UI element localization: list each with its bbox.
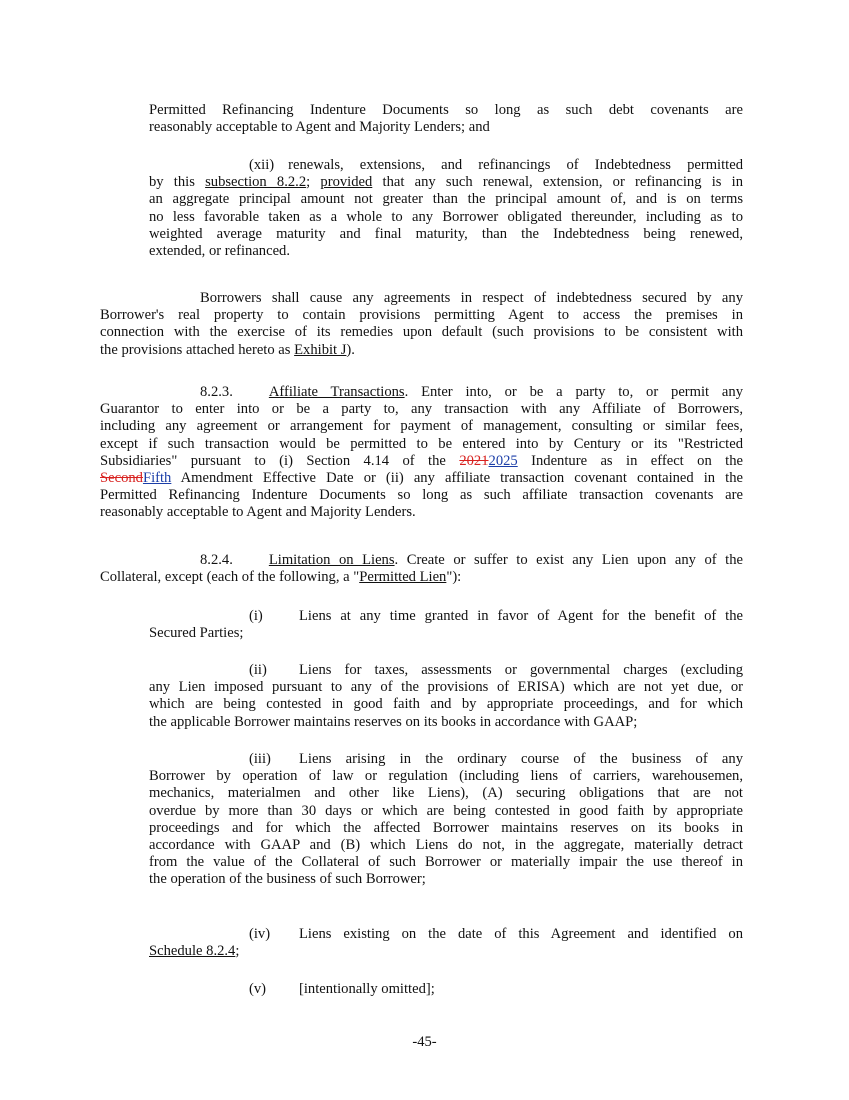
item-number: (ii) <box>249 662 267 678</box>
text-line: Secured Parties; <box>149 625 244 642</box>
text-line <box>149 608 743 625</box>
text-line: an aggregate principal amount not greater than the principal amount of, and is on terms <box>149 191 743 208</box>
text-line: reasonably acceptable to Agent and Majority Lenders; and <box>149 119 490 136</box>
exhibit-j-link[interactable]: Exhibit J <box>294 341 347 358</box>
clause-text: renewals, extensions, and refinancings of Indebtedness permitted <box>288 157 743 173</box>
section-8-2-4 <box>100 552 743 586</box>
text-line: extended, or refinanced. <box>149 243 290 260</box>
deleted-text: 2021 <box>459 452 489 469</box>
text-line <box>100 569 743 586</box>
paragraph-text: Borrowers shall cause any agreements in respect of indebtedness secured by any <box>200 290 743 306</box>
punctuation: ). <box>346 341 355 358</box>
item-text: Liens existing on the date of this Agreement and identified on <box>299 926 743 942</box>
section-title: Limitation on Liens <box>268 552 395 568</box>
inserted-text: Fifth <box>142 470 172 487</box>
provided-term: provided <box>320 174 373 191</box>
item-number: (v) <box>249 981 267 997</box>
item-text: Liens at any time granted in favor of Agent for the benefit of the <box>299 608 743 624</box>
subsection-reference-link[interactable]: subsection 8.2.2 <box>205 174 307 191</box>
punctuation: ; <box>306 174 311 191</box>
text-line <box>100 342 743 359</box>
item-number: (iv) <box>249 926 271 942</box>
text-line <box>149 157 743 174</box>
page-number: -45- <box>412 1034 437 1050</box>
text-line: Permitted Refinancing Indenture Documents so long as such affiliate transaction covenants are <box>100 487 743 504</box>
text-line: the operation of the business of such Borrower; <box>149 871 426 888</box>
section-title: Affiliate Transactions <box>268 384 405 400</box>
text-line: which are being contested in good faith and by appropriate proceedings, and for which <box>149 696 743 713</box>
text-line <box>149 662 743 679</box>
text-line: any Lien imposed pursuant to any of the provisions of ERISA) which are not yet due, or <box>149 679 743 696</box>
text-line <box>149 943 743 960</box>
section-text: . Create or suffer to exist any Lien upon any of the <box>394 552 743 568</box>
text-line <box>100 470 743 487</box>
clause-number: (xii) <box>249 157 275 173</box>
text-line: including any agreement or arrangement for payment of management, consulting or similar fees, <box>100 418 743 435</box>
text-line <box>149 926 743 943</box>
text-line: accordance with GAAP and (B) which Liens do not, in the aggregate, materially detract <box>149 837 743 854</box>
text-line <box>100 453 743 470</box>
item-number: (i) <box>249 608 263 624</box>
text-line: Permitted Refinancing Indenture Documents so long as such debt covenants are <box>149 102 743 118</box>
paragraph-borrowers <box>100 290 743 359</box>
section-text: . Enter into, or be a party to, or permit any <box>404 384 743 400</box>
lien-item-iv <box>149 926 743 960</box>
text-line: connection with the exercise of its remedies upon default (such provisions to be consistent with <box>100 324 743 341</box>
text-line <box>100 552 743 569</box>
inserted-text: 2025 <box>488 452 518 469</box>
section-8-2-3 <box>100 384 743 522</box>
lien-item-v <box>149 981 743 998</box>
section-text: Subsidiaries" pursuant to (i) Section 4.14 of the <box>100 452 446 469</box>
paragraph-continuation <box>149 102 743 136</box>
text-line <box>100 384 743 401</box>
section-text: Collateral, except (each of the following, a " <box>100 569 360 586</box>
text-line: mechanics, materialmen and other like Liens), (A) securing obligations that are not <box>149 785 743 802</box>
permitted-lien-term: Permitted Lien <box>359 569 447 586</box>
item-text: [intentionally omitted]; <box>299 981 435 997</box>
deleted-text: Second <box>100 470 143 487</box>
text-line: from the value of the Collateral of such Borrower or materially impair the use thereof in <box>149 854 743 871</box>
item-text: Liens arising in the ordinary course of the business of any <box>299 751 743 767</box>
punctuation: "): <box>446 569 462 586</box>
text-line <box>149 981 743 998</box>
paragraph-text: the provisions attached hereto as <box>100 341 291 358</box>
schedule-8-2-4-link[interactable]: Schedule 8.2.4 <box>149 943 236 960</box>
text-line <box>149 751 743 768</box>
item-number: (iii) <box>249 751 271 767</box>
text-line: reasonably acceptable to Agent and Majority Lenders. <box>100 504 416 521</box>
text-line: Borrower by operation of law or regulation (including liens of carriers, warehousemen, <box>149 768 743 785</box>
text-line: proceedings and for which the affected Borrower maintains reserves on its books in <box>149 819 743 836</box>
text-line <box>149 174 743 191</box>
section-number: 8.2.3. <box>200 384 233 400</box>
punctuation: ; <box>235 943 240 960</box>
lien-item-iii <box>149 751 743 889</box>
section-number: 8.2.4. <box>200 552 233 568</box>
text-line: overdue by more than 30 days or which are being contested in good faith by appropriate <box>149 802 743 819</box>
text-line <box>100 290 743 307</box>
text-line: except if such transaction would be permitted to be entered into by Century or its "Restricted <box>100 435 743 452</box>
text-line: weighted average maturity and final maturity, than the Indebtedness being renewed, <box>149 225 743 242</box>
text-line: Borrower's real property to contain provisions permitting Agent to access the premises in <box>100 307 743 324</box>
lien-item-ii <box>149 662 743 731</box>
clause-text: that any such renewal, extension, or refinancing is in <box>382 174 743 191</box>
item-text: Liens for taxes, assessments or governmental charges (excluding <box>299 662 743 678</box>
section-text: Amendment Effective Date or (ii) any affiliate transaction covenant contained in the <box>180 470 743 487</box>
text-line: the applicable Borrower maintains reserves on its books in accordance with GAAP; <box>149 713 638 730</box>
section-text: Indenture as in effect on the <box>531 452 743 469</box>
clause-xii <box>149 157 743 260</box>
clause-text: by this <box>149 174 195 191</box>
text-line: no less favorable taken as a whole to any Borrower obligated thereunder, including as to <box>149 208 743 225</box>
text-line: Guarantor to enter into or be a party to, any transaction with any Affiliate of Borrowers, <box>100 401 743 418</box>
lien-item-i <box>149 608 743 642</box>
